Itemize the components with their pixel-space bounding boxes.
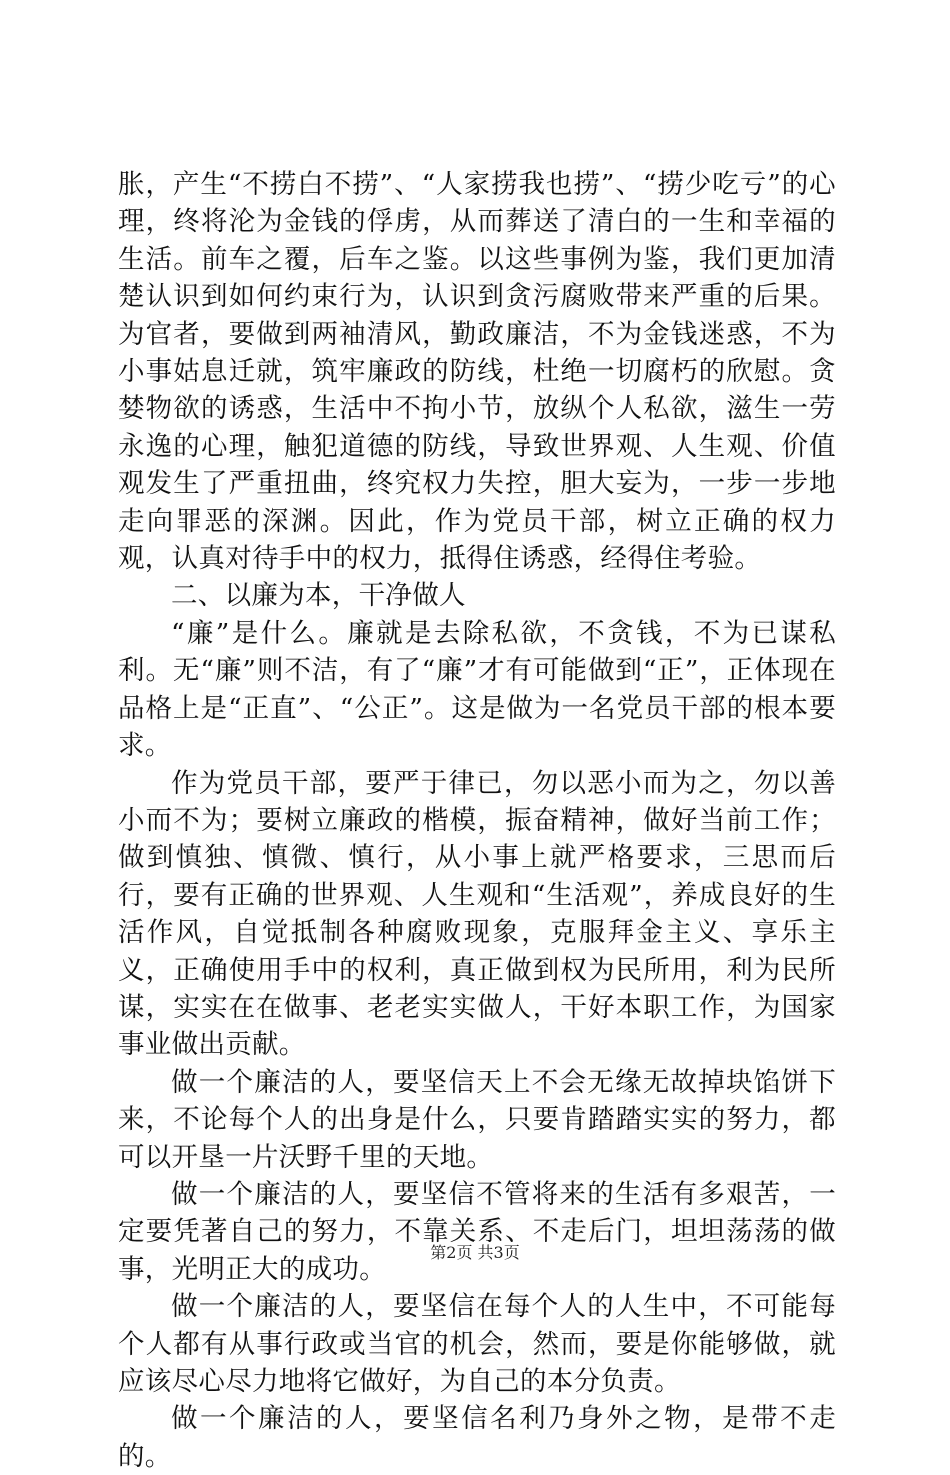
- document-body: [118, 166, 836, 1475]
- paragraph: 做一个廉洁的人，要坚信在每个人的人生中，不可能每个人都有从事行政或当官的机会，然而，要是你能够做，就应该尽心尽力地将它做好，为自己的本分负责。: [118, 1291, 836, 1397]
- paragraph: “廉”是什么。廉就是去除私欲，不贪钱，不为已谋私利。无“廉”则不洁，有了“廉”才有可能做到“正”，正体现在品格上是“正直”、“公正”。这是做为一名党员干部的根本要求。: [118, 617, 836, 762]
- section-heading: 二、以廉为本，干净做人: [171, 580, 466, 612]
- paragraph: 做一个廉洁的人，要坚信天上不会无缘无故掉块馅饼下来，不论每个人的出身是什么，只要肯踏踏实实的努力，都可以开垦一片沃野千里的天地。: [118, 1066, 836, 1173]
- paragraph: 做一个廉洁的人，要坚信名利乃身外之物，是带不走的。: [118, 1403, 836, 1472]
- paragraph: 胀，产生“不捞白不捞”、“人家捞我也捞”、“捞少吃亏”的心理，终将沦为金钱的俘虏，从而葬送了清白的一生和幸福的生活。前车之覆，后车之鉴。以这些事例为鉴，我们更加清楚认识到如何约束行为，认识到贪污腐败带来严重的后果。为官者，要做到两袖清风，勤政廉洁，不为金钱迷惑，不为小事姑息迁就，筑牢廉政的防线，杜绝一切腐朽的欣慰。贪婪物欲的诱惑，生活中不拘小节，放纵个人私欲，滋生一劳永逸的心理，触犯道德的防线，导致世界观、人生观、价值观发生了严重扭曲，终究权力失控，胆大妄为，一步一步地走向罪恶的深渊。因此，作为党员干部，树立正确的权力观，认真对待手中的权力，抵得住诱惑，经得住考验。: [118, 169, 836, 575]
- paragraph: 做一个廉洁的人，要坚信不管将来的生活有多艰苦，一定要凭著自己的努力，不靠关系、不走后门，坦坦荡荡的做事，光明正大的成功。: [118, 1178, 836, 1285]
- page-number-label: 第2页 共3页: [430, 1243, 520, 1262]
- page-footer: [0, 1243, 950, 1263]
- paragraph: 作为党员干部，要严于律已，勿以恶小而为之，勿以善小而不为；要树立廉政的楷模，振奋精神，做好当前工作；做到慎独、慎微、慎行，从小事上就严格要求，三思而后行，要有正确的世界观、人生观和“生活观”，养成良好的生活作风，自觉抵制各种腐败现象，克服拜金主义、享乐主义，正确使用手中的权利，真正做到权为民所用，利为民所谋，实实在在做事、老老实实做人，干好本职工作，为国家事业做出贡献。: [118, 767, 836, 1061]
